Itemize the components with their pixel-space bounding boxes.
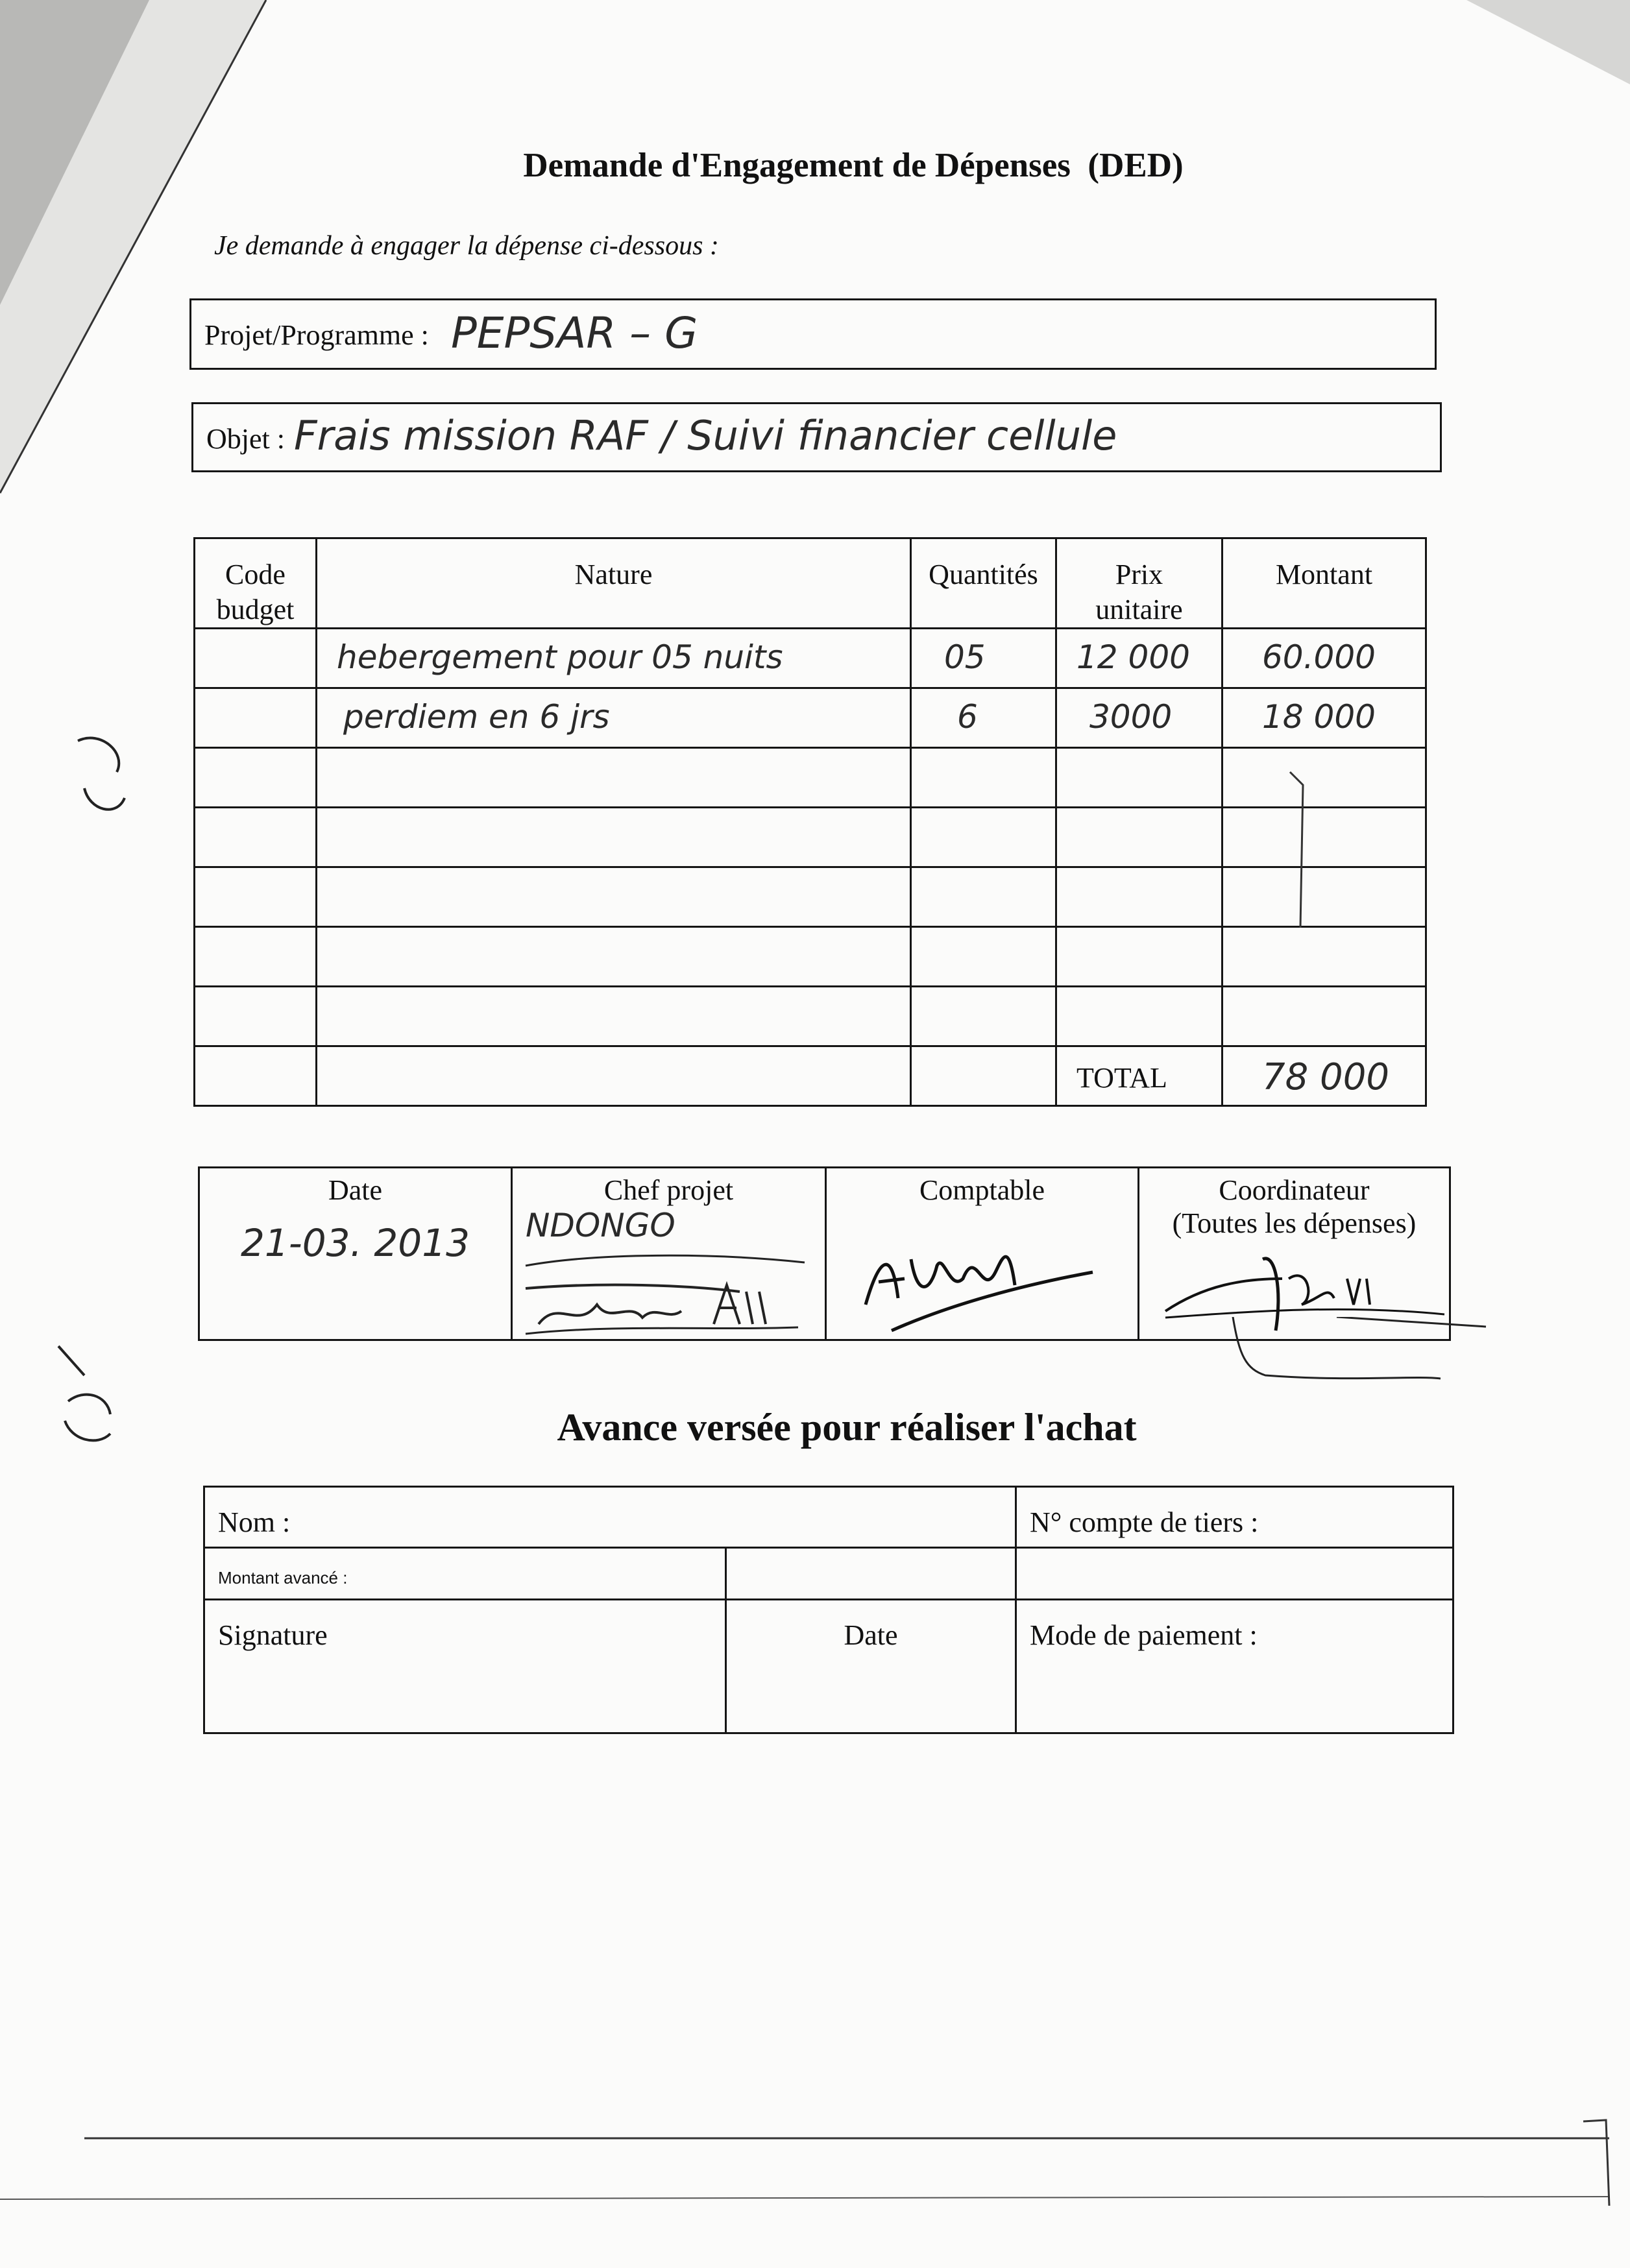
table-row bbox=[195, 927, 1426, 987]
comptable-cell bbox=[826, 1168, 1139, 1340]
compte-tiers-field: N° compte de tiers : bbox=[1016, 1487, 1454, 1548]
header-prix-unitaire: Prix unitaire bbox=[1056, 538, 1222, 629]
header-montant: Montant bbox=[1222, 538, 1426, 629]
coordinateur-cell bbox=[1139, 1168, 1450, 1340]
bottom-frame bbox=[0, 2102, 1630, 2268]
advance-title: Avance versée pour réaliser l'achat bbox=[557, 1406, 1137, 1449]
row2-unit-price: 3000 bbox=[1056, 688, 1222, 748]
row2-amount: 18 000 bbox=[1222, 688, 1426, 748]
form-title: Demande d'Engagement de Dépenses (DED) bbox=[523, 147, 1184, 184]
total-row bbox=[195, 1046, 1426, 1106]
row1-nature: hebergement pour 05 nuits bbox=[317, 629, 911, 688]
chef-projet-cell bbox=[512, 1168, 826, 1340]
advance-table bbox=[203, 1486, 1454, 1734]
date-value: 21-03. 2013 bbox=[240, 1221, 470, 1265]
project-label: Projet/Programme : bbox=[204, 319, 429, 351]
chef-projet-name: NDONGO bbox=[526, 1207, 675, 1244]
coordinateur-label: Coordinateur bbox=[1219, 1174, 1370, 1206]
table-header-row bbox=[195, 538, 1426, 629]
expenses-table bbox=[193, 537, 1427, 1107]
montant-avance-field: Montant avancé : bbox=[204, 1548, 726, 1600]
header-code-budget: Code budget bbox=[195, 538, 317, 629]
coordinateur-sublabel: (Toutes les dépenses) bbox=[1172, 1207, 1417, 1239]
intro-text: Je demande à engager la dépense ci-dessous : bbox=[214, 231, 719, 261]
total-label: TOTAL bbox=[1056, 1046, 1222, 1106]
object-label: Objet : bbox=[206, 423, 285, 455]
table-row bbox=[195, 867, 1426, 927]
header-nature: Nature bbox=[317, 538, 911, 629]
mode-paiement-field: Mode de paiement : bbox=[1016, 1600, 1454, 1733]
date-label: Date bbox=[328, 1174, 383, 1206]
total-value: 78 000 bbox=[1222, 1046, 1426, 1106]
amount-dash-mark bbox=[1285, 766, 1311, 934]
comptable-label: Comptable bbox=[919, 1174, 1045, 1206]
advance-date-field: Date bbox=[726, 1600, 1016, 1733]
row2-nature: perdiem en 6 jrs bbox=[317, 688, 911, 748]
header-quantites: Quantités bbox=[911, 538, 1056, 629]
row1-qty: 05 bbox=[911, 629, 1056, 688]
comptable-signature bbox=[853, 1220, 1112, 1337]
scan-corner-shadow bbox=[1466, 0, 1630, 91]
table-row bbox=[195, 748, 1426, 808]
punch-hole-top bbox=[65, 733, 130, 817]
row1-amount: 60.000 bbox=[1222, 629, 1426, 688]
project-value: PEPSAR – G bbox=[451, 308, 698, 358]
table-row bbox=[195, 688, 1426, 748]
chef-projet-label: Chef projet bbox=[603, 1174, 734, 1206]
object-box bbox=[191, 402, 1442, 472]
table-row bbox=[195, 629, 1426, 688]
project-box bbox=[189, 298, 1437, 370]
chef-projet-signature bbox=[519, 1240, 818, 1337]
row2-qty: 6 bbox=[911, 688, 1056, 748]
signature-field: Signature bbox=[204, 1600, 726, 1733]
nom-field: Nom : bbox=[204, 1487, 1016, 1548]
table-row bbox=[195, 808, 1426, 867]
approvals-table bbox=[198, 1166, 1451, 1341]
row1-unit-price: 12 000 bbox=[1056, 629, 1222, 688]
table-row bbox=[195, 987, 1426, 1046]
date-cell bbox=[199, 1168, 512, 1340]
object-value: Frais mission RAF / Suivi financier cellule bbox=[294, 412, 1117, 459]
signature-tail bbox=[1220, 1317, 1492, 1395]
